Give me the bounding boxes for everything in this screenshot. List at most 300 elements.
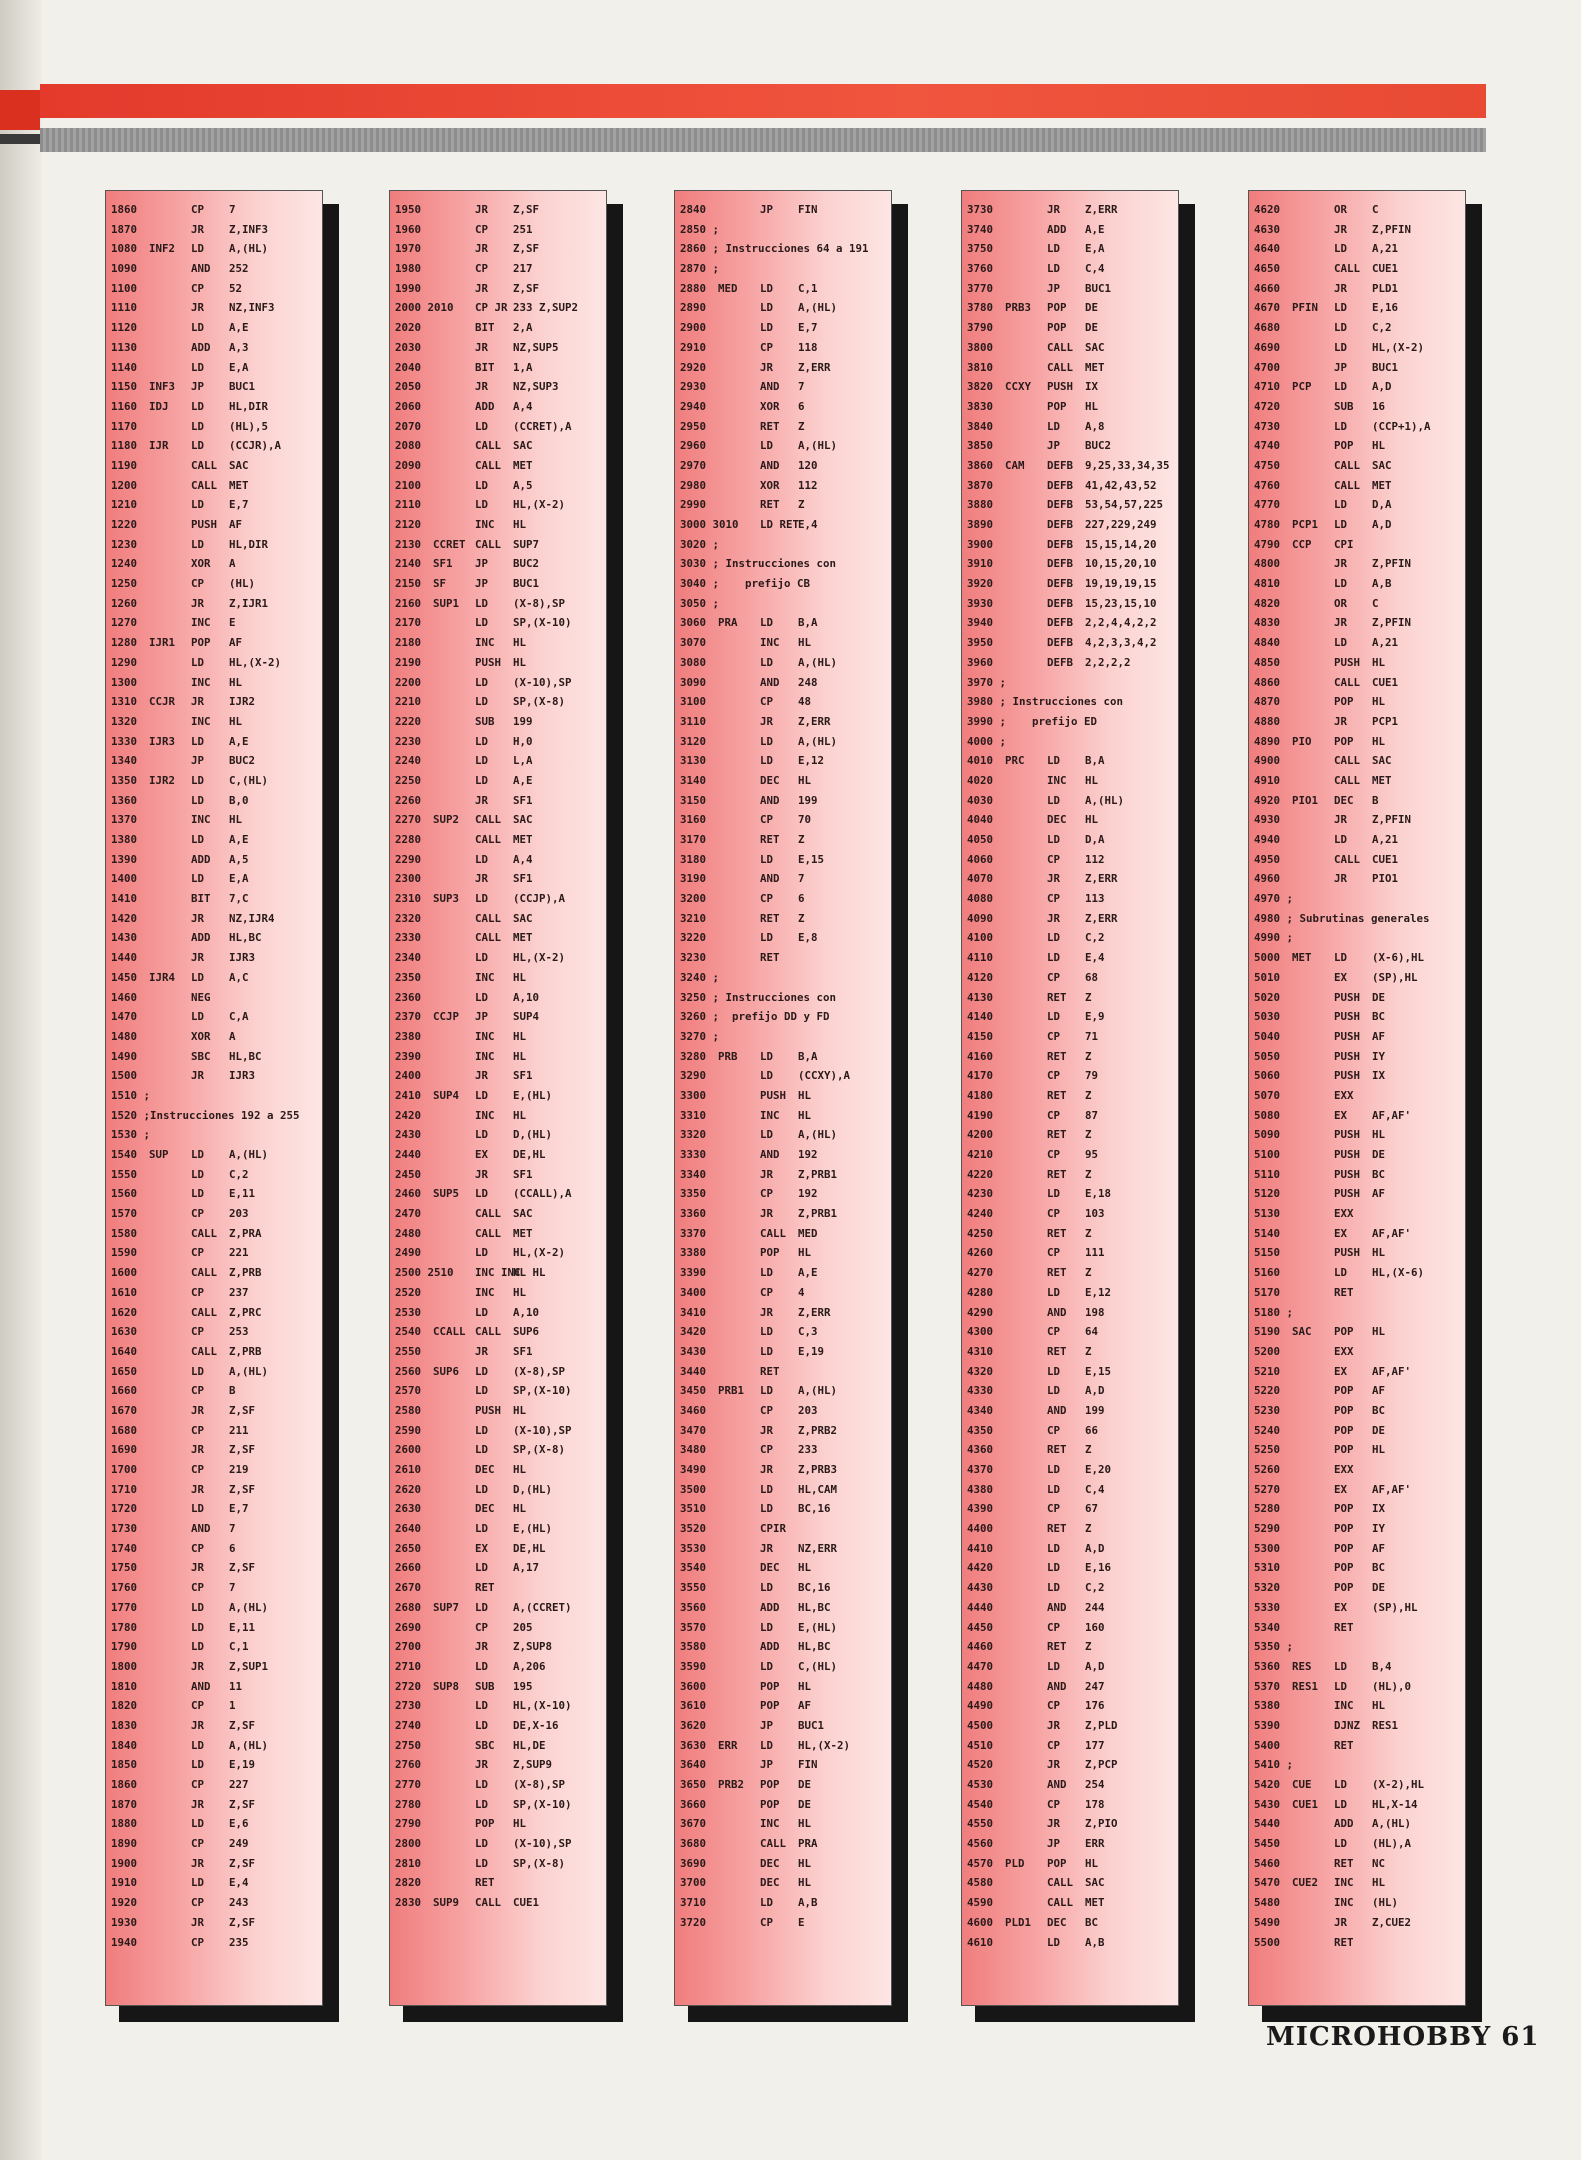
opcode: LD	[1047, 1187, 1061, 1201]
line-number: 3210	[680, 911, 707, 925]
line-number: 2610	[395, 1463, 422, 1476]
line-label: CCALL	[433, 1325, 466, 1339]
code-line	[680, 692, 891, 712]
code-line	[395, 830, 606, 850]
line-number: 5110	[1254, 1167, 1281, 1181]
operand: HL	[798, 1817, 812, 1831]
line-number: 5330	[1254, 1600, 1281, 1614]
code-line	[1254, 712, 1465, 732]
code-line	[680, 1204, 891, 1224]
operand: 9,25,33,34,35	[1085, 458, 1170, 472]
opcode: LD	[760, 852, 774, 866]
code-line	[111, 1283, 322, 1303]
line-number: 4940	[1254, 833, 1281, 846]
opcode: CP	[191, 1463, 205, 1476]
line-number: 1210	[111, 498, 138, 512]
code-line	[395, 1106, 606, 1126]
opcode: CALL	[191, 1226, 218, 1240]
opcode: CP	[191, 1423, 205, 1437]
line-number: 1630	[111, 1325, 138, 1339]
code-line	[1254, 594, 1465, 614]
line-label	[718, 1558, 760, 1578]
operand: A,(HL)	[1372, 1817, 1412, 1831]
line-label	[149, 1224, 191, 1244]
opcode: CP	[191, 577, 205, 591]
line-label	[1005, 1637, 1047, 1657]
line-number: 2240	[395, 754, 422, 768]
line-label	[1292, 1204, 1334, 1224]
line-label	[1005, 1657, 1047, 1677]
operand: Z,ERR	[798, 1305, 831, 1319]
code-line	[680, 948, 891, 968]
operand	[798, 948, 891, 968]
line-label	[1005, 1814, 1047, 1834]
code-line	[967, 1873, 1178, 1893]
line-number: 3780	[967, 301, 994, 315]
line-number: 3580	[680, 1640, 707, 1654]
line-label	[149, 928, 191, 948]
line-number: 1600	[111, 1266, 138, 1280]
operand: Z,PRB	[229, 1266, 262, 1280]
opcode: JR	[475, 793, 489, 807]
line-label: PRA	[718, 616, 738, 630]
opcode: PUSH	[1334, 1010, 1361, 1024]
line-number: 1900	[111, 1856, 138, 1870]
code-line	[680, 1224, 891, 1244]
line-label	[1005, 436, 1047, 456]
line-label	[149, 1440, 191, 1460]
code-line	[395, 633, 606, 653]
opcode: LD	[1047, 262, 1061, 276]
line-label	[1005, 988, 1047, 1008]
line-number: 1090	[111, 262, 138, 276]
opcode: CP	[1047, 1423, 1061, 1437]
line-number: 1340	[111, 754, 138, 768]
code-line	[967, 1401, 1178, 1421]
code-line	[967, 279, 1178, 299]
line-label	[718, 436, 760, 456]
line-number: 3860	[967, 458, 994, 472]
code-line	[680, 1814, 891, 1834]
line-number: 5350 ;	[1254, 1640, 1294, 1654]
opcode: LD	[1334, 498, 1348, 512]
line-number: 4330	[967, 1384, 994, 1398]
line-number: 3250 ; Instrucciones con	[680, 990, 837, 1004]
code-line	[395, 653, 606, 673]
line-label	[1005, 613, 1047, 633]
line-number: 1710	[111, 1482, 138, 1496]
operand: 219	[229, 1463, 249, 1476]
line-number: 4550	[967, 1817, 994, 1831]
operand: HL	[229, 813, 243, 827]
line-number: 5270	[1254, 1482, 1281, 1496]
opcode: JP	[475, 1010, 489, 1024]
line-number: 4440	[967, 1600, 994, 1614]
operand: 237	[229, 1285, 249, 1299]
line-number: 3430	[680, 1344, 707, 1358]
line-label	[1292, 1618, 1334, 1638]
operand: DE	[1372, 1581, 1386, 1595]
opcode: JR	[1334, 714, 1348, 728]
operand: HL	[798, 1108, 812, 1122]
operand: 227	[229, 1778, 249, 1791]
line-label	[149, 673, 191, 693]
code-line	[111, 1618, 322, 1638]
line-label	[718, 1716, 760, 1736]
operand	[798, 1519, 891, 1539]
operand: A,(HL)	[798, 301, 838, 315]
opcode: JR	[191, 1403, 205, 1417]
line-label	[433, 692, 475, 712]
line-number: 5400	[1254, 1738, 1281, 1752]
operand: ERR	[1085, 1837, 1105, 1851]
operand: E,15	[798, 852, 825, 866]
line-number: 1930	[111, 1915, 138, 1929]
operand: DE	[1085, 301, 1099, 315]
opcode: ADD	[760, 1600, 780, 1614]
code-line	[967, 1637, 1178, 1657]
line-label	[433, 1558, 475, 1578]
line-label	[1292, 358, 1334, 378]
line-number: 3170	[680, 833, 707, 846]
opcode: AND	[1047, 1679, 1067, 1693]
line-label	[433, 338, 475, 358]
operand: PRA	[798, 1837, 818, 1851]
code-line	[111, 436, 322, 456]
code-line	[111, 1066, 322, 1086]
opcode: LD	[191, 793, 205, 807]
operand: FIN	[798, 1758, 818, 1772]
code-line	[967, 1558, 1178, 1578]
code-line	[1254, 476, 1465, 496]
operand: D,(HL)	[513, 1482, 553, 1496]
operand: Z,PRB3	[798, 1463, 838, 1476]
opcode: LD	[1334, 1266, 1348, 1280]
operand: HL	[229, 714, 243, 728]
line-number: 1640	[111, 1344, 138, 1358]
line-label	[433, 1066, 475, 1086]
opcode: POP	[1334, 1403, 1354, 1417]
operand: DE	[1372, 1423, 1386, 1437]
opcode: LD	[475, 596, 489, 610]
opcode: JP	[1047, 281, 1061, 295]
line-number: 2220	[395, 714, 422, 728]
line-number: 4670	[1254, 301, 1281, 315]
line-label	[433, 830, 475, 850]
opcode: LD	[191, 360, 205, 374]
line-number: 4810	[1254, 577, 1281, 591]
opcode: INC	[475, 636, 495, 650]
opcode: JR	[760, 360, 774, 374]
opcode: CP	[1047, 1325, 1061, 1339]
code-line	[680, 1460, 891, 1480]
code-line	[680, 1539, 891, 1559]
operand: 199	[798, 793, 818, 807]
opcode: INC	[1047, 773, 1067, 787]
opcode: DEFB	[1047, 537, 1074, 551]
opcode: JR	[191, 1718, 205, 1732]
operand: CUE1	[513, 1896, 540, 1910]
line-number: 3760	[967, 262, 994, 276]
line-label	[433, 298, 475, 318]
line-number: 2870 ;	[680, 262, 720, 276]
code-line	[395, 1342, 606, 1362]
code-line	[680, 1047, 891, 1067]
opcode: POP	[475, 1817, 495, 1831]
line-label	[149, 535, 191, 555]
operand: IJR3	[229, 951, 256, 965]
line-label	[718, 358, 760, 378]
line-number: 2730	[395, 1699, 422, 1713]
opcode: JR	[760, 1463, 774, 1476]
code-line	[680, 220, 891, 240]
line-number: 2910	[680, 340, 707, 354]
code-line	[111, 1440, 322, 1460]
line-label	[433, 613, 475, 633]
opcode: CALL	[1334, 754, 1361, 768]
operand: (CCJR),A	[229, 439, 282, 453]
line-number: 4850	[1254, 655, 1281, 669]
line-number: 2250	[395, 773, 422, 787]
operand: Z,PFIN	[1372, 616, 1412, 630]
line-label	[1005, 279, 1047, 299]
opcode: LD	[760, 1049, 774, 1063]
code-line	[680, 1106, 891, 1126]
line-number: 4140	[967, 1010, 994, 1024]
code-line	[1254, 1165, 1465, 1185]
line-number: 4730	[1254, 419, 1281, 433]
code-line	[111, 220, 322, 240]
opcode: LD	[191, 655, 205, 669]
code-line	[680, 1440, 891, 1460]
opcode: INC	[1334, 1699, 1354, 1713]
line-label	[1005, 495, 1047, 515]
code-line	[395, 1401, 606, 1421]
line-number: 1750	[111, 1561, 138, 1575]
line-label	[718, 1814, 760, 1834]
opcode: INC	[1334, 1896, 1354, 1910]
line-number: 5250	[1254, 1443, 1281, 1457]
operand: CUE1	[1372, 675, 1399, 689]
operand: A,4	[513, 852, 533, 866]
operand: D,(HL)	[513, 1128, 553, 1142]
code-line	[680, 417, 891, 437]
code-line	[680, 1381, 891, 1401]
code-line	[967, 1539, 1178, 1559]
line-number: 2090	[395, 458, 422, 472]
line-number: 2710	[395, 1659, 422, 1673]
line-label	[433, 1204, 475, 1224]
opcode: LD	[475, 1856, 489, 1870]
line-number: 2530	[395, 1305, 422, 1319]
opcode: JR	[191, 911, 205, 925]
operand: E,18	[1085, 1187, 1112, 1201]
code-line	[680, 653, 891, 673]
opcode: CALL	[1047, 1876, 1074, 1890]
operand	[1372, 1618, 1465, 1638]
code-line	[395, 1618, 606, 1638]
line-label	[1292, 1184, 1334, 1204]
line-number: 4090	[967, 911, 994, 925]
operand: E,A	[229, 872, 249, 886]
operand: A,B	[1372, 577, 1392, 591]
line-number: 4520	[967, 1758, 994, 1772]
operand	[229, 988, 322, 1008]
line-label	[149, 1066, 191, 1086]
line-label	[149, 515, 191, 535]
operand: HL	[229, 675, 243, 689]
line-label	[149, 1342, 191, 1362]
operand: 192	[798, 1187, 818, 1201]
page-number: 61	[1501, 2022, 1540, 2052]
operand: 15,15,14,20	[1085, 537, 1157, 551]
line-number: 4300	[967, 1325, 994, 1339]
code-line	[967, 1736, 1178, 1756]
line-number: 1770	[111, 1600, 138, 1614]
code-line	[967, 1047, 1178, 1067]
operand: SF1	[513, 1167, 533, 1181]
code-line	[1254, 968, 1465, 988]
line-label	[718, 377, 760, 397]
code-line	[680, 436, 891, 456]
operand: IY	[1372, 1049, 1386, 1063]
line-number: 3610	[680, 1699, 707, 1713]
line-number: 3650	[680, 1778, 707, 1791]
opcode: PUSH	[1334, 1167, 1361, 1181]
line-number: 2670	[395, 1581, 422, 1595]
line-number: 3600	[680, 1679, 707, 1693]
operand: Z	[798, 498, 805, 512]
opcode: LD	[1047, 1659, 1061, 1673]
opcode: PUSH	[1334, 1049, 1361, 1063]
opcode: CALL	[475, 911, 502, 925]
line-label	[1005, 1893, 1047, 1913]
line-number: 1440	[111, 951, 138, 965]
code-line	[680, 1558, 891, 1578]
line-label	[718, 1460, 760, 1480]
line-label	[718, 298, 760, 318]
line-number: 5060	[1254, 1069, 1281, 1083]
opcode: LD	[1334, 1778, 1348, 1791]
code-line	[395, 436, 606, 456]
operand: SAC	[513, 1207, 533, 1221]
operand: 112	[798, 478, 818, 492]
line-number: 2650	[395, 1541, 422, 1555]
line-number: 4820	[1254, 596, 1281, 610]
code-line	[1254, 298, 1465, 318]
line-number: 5140	[1254, 1226, 1281, 1240]
line-number: 4950	[1254, 852, 1281, 866]
operand: SAC	[513, 911, 533, 925]
line-label	[149, 1814, 191, 1834]
opcode: CALL	[760, 1837, 787, 1851]
line-number: 5460	[1254, 1856, 1281, 1870]
line-number: 4530	[967, 1778, 994, 1791]
line-number: 1380	[111, 833, 138, 846]
operand: HL	[513, 1029, 527, 1043]
code-line	[111, 928, 322, 948]
line-number: 2490	[395, 1246, 422, 1260]
opcode: POP	[1334, 1502, 1354, 1516]
line-label	[718, 1893, 760, 1913]
line-number: 3110	[680, 714, 707, 728]
line-label	[433, 1716, 475, 1736]
line-label	[149, 1598, 191, 1618]
line-number: 4620	[1254, 203, 1281, 216]
code-line	[1254, 613, 1465, 633]
opcode: CP	[191, 1699, 205, 1713]
line-label	[1005, 1145, 1047, 1165]
opcode: LD	[475, 1088, 489, 1102]
opcode: JR	[475, 242, 489, 256]
line-label	[1292, 1145, 1334, 1165]
line-number: 2750	[395, 1738, 422, 1752]
code-line	[967, 1086, 1178, 1106]
code-line	[395, 535, 606, 555]
line-label	[718, 1224, 760, 1244]
line-number: 5200	[1254, 1344, 1281, 1358]
line-label	[1292, 1224, 1334, 1244]
line-number: 4920	[1254, 793, 1281, 807]
opcode: LD	[760, 1325, 774, 1339]
operand: DE,HL	[513, 1541, 546, 1555]
operand: Z,SF	[229, 1915, 256, 1929]
line-label	[718, 1204, 760, 1224]
operand: HL	[798, 1679, 812, 1693]
opcode: JR	[191, 596, 205, 610]
operand: A,B	[1085, 1935, 1105, 1949]
line-number: 4750	[1254, 458, 1281, 472]
line-label	[149, 1854, 191, 1874]
opcode: CALL	[475, 1896, 502, 1910]
listing-column-4	[961, 190, 1181, 2008]
operand: 118	[798, 340, 818, 354]
line-label	[1292, 751, 1334, 771]
code-line	[680, 1145, 891, 1165]
opcode: CALL	[760, 1226, 787, 1240]
operand: A,(HL)	[1085, 793, 1125, 807]
opcode: LD	[475, 990, 489, 1004]
line-number: 4120	[967, 970, 994, 984]
opcode: POP	[1334, 1423, 1354, 1437]
line-label	[1292, 1027, 1334, 1047]
line-label	[718, 1519, 760, 1539]
line-number: 3590	[680, 1659, 707, 1673]
line-label	[1292, 594, 1334, 614]
operand: E,(HL)	[798, 1620, 838, 1634]
code-line	[1254, 1795, 1465, 1815]
line-number: 1540	[111, 1148, 138, 1161]
line-label	[433, 1145, 475, 1165]
line-number: 3660	[680, 1797, 707, 1811]
opcode: JR	[475, 1758, 489, 1772]
line-number: 2120	[395, 518, 422, 531]
code-line	[680, 239, 891, 259]
code-line	[1254, 830, 1465, 850]
line-number: 2970	[680, 458, 707, 472]
line-number: 4260	[967, 1246, 994, 1260]
line-number: 2300	[395, 872, 422, 886]
opcode: JR	[475, 1640, 489, 1654]
line-label	[433, 1578, 475, 1598]
opcode: LD	[475, 1187, 489, 1201]
operand	[1372, 1933, 1465, 1953]
opcode: CP	[760, 1187, 774, 1201]
line-label	[433, 1125, 475, 1145]
operand: E,8	[798, 931, 818, 945]
line-label	[433, 358, 475, 378]
code-line	[395, 1657, 606, 1677]
